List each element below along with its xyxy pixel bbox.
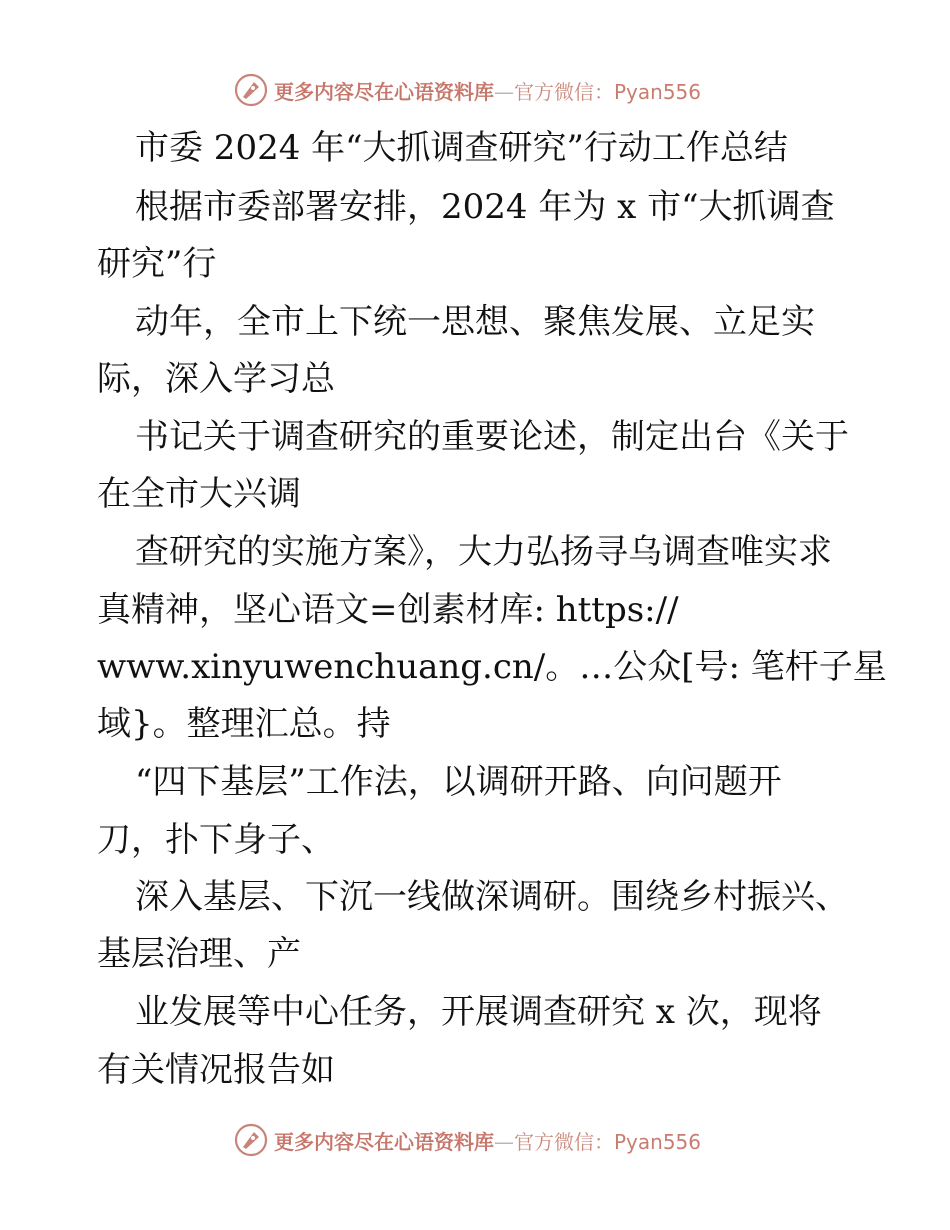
text-line: www.xinyuwenchuang.cn/。…公众[号: 笔杆子星 bbox=[97, 647, 887, 687]
header-watermark bbox=[0, 70, 950, 110]
watermark-group bbox=[234, 70, 701, 110]
text-line: 域}。整理汇总。持 bbox=[97, 704, 391, 744]
document-title: 市委 2024 年“大抓调查研究”行动工作总结 bbox=[135, 128, 788, 168]
text-line: 查研究的实施方案》，大力弘扬寻乌调查唯实求 bbox=[135, 532, 832, 572]
text-line: 研究”行 bbox=[97, 244, 217, 284]
text-line: 真精神，坚心语文=创素材库: https:// bbox=[97, 590, 679, 630]
text-line: 业发展等中心任务，开展调查研究 x 次，现将 bbox=[135, 992, 822, 1032]
footer-watermark bbox=[0, 1120, 950, 1160]
watermark-account: Pyan556 bbox=[614, 1129, 702, 1154]
watermark-account: Pyan556 bbox=[614, 79, 702, 104]
text-line: 刀，扑下身子、 bbox=[97, 820, 335, 860]
text-line: 深入基层、下沉一线做深调研。围绕乡村振兴、 bbox=[135, 877, 849, 917]
watermark-text bbox=[274, 76, 701, 105]
watermark-group bbox=[234, 1120, 701, 1160]
text-line: 际，深入学习总 bbox=[97, 359, 335, 399]
watermark-label: 官方微信： bbox=[514, 79, 614, 104]
watermark-separator: — bbox=[494, 79, 514, 104]
watermark-label: 官方微信： bbox=[514, 1129, 614, 1154]
text-line: 根据市委部署安排，2024 年为 x 市“大抓调查 bbox=[135, 187, 835, 227]
text-line: 有关情况报告如 bbox=[97, 1050, 335, 1090]
watermark-lead: 更多内容尽在心语资料库 bbox=[274, 1129, 494, 1154]
watermark-lead: 更多内容尽在心语资料库 bbox=[274, 79, 494, 104]
text-line: 书记关于调查研究的重要论述，制定出台《关于 bbox=[135, 417, 849, 457]
watermark-text bbox=[274, 1126, 701, 1155]
text-line: 动年，全市上下统一思想、聚焦发展、立足实 bbox=[135, 302, 815, 342]
text-line: “四下基层”工作法，以调研开路、向问题开 bbox=[135, 762, 782, 802]
text-line: 在全市大兴调 bbox=[97, 474, 301, 514]
pen-nib-logo-icon bbox=[234, 73, 268, 107]
watermark-separator: — bbox=[494, 1129, 514, 1154]
text-line: 基层治理、产 bbox=[97, 934, 301, 974]
pen-nib-logo-icon bbox=[234, 1123, 268, 1157]
